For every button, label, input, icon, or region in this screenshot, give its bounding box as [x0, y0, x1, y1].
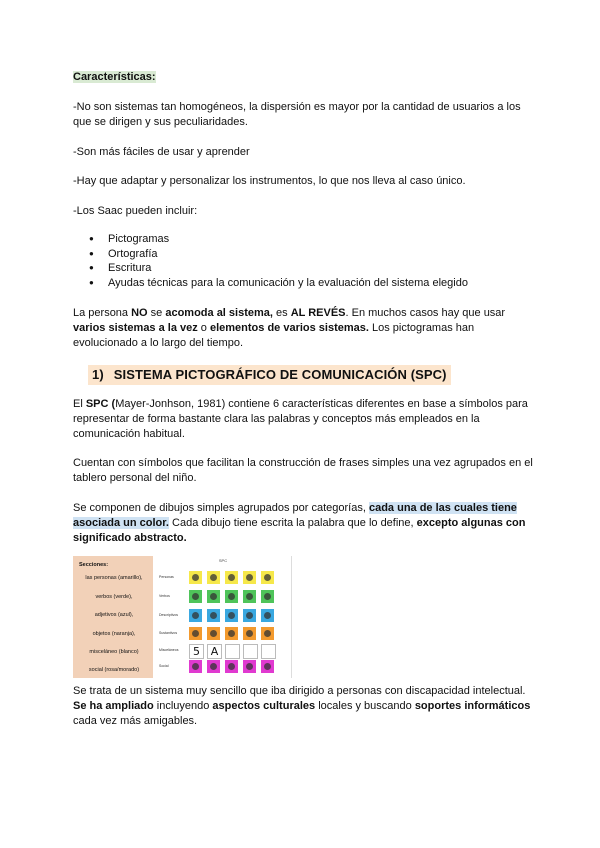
pictogram-symbol-icon	[246, 612, 253, 619]
pictogram-symbol-icon	[210, 612, 217, 619]
pictogram-symbol-icon	[246, 630, 253, 637]
pictogram-cell	[261, 627, 274, 640]
paragraph-adapt: -Hay que adaptar y personalizar los instrumentos, lo que nos lleva al caso único.	[73, 175, 466, 187]
paragraph-saac-include: -Los Saac pueden incluir:	[73, 205, 198, 217]
pictogram-cell	[189, 571, 202, 584]
pictogram-cell	[261, 590, 274, 603]
section-label-paragraph	[73, 70, 533, 85]
pictogram-symbol-icon	[264, 663, 271, 670]
pictogram-cell	[207, 571, 220, 584]
pictogram-symbol-icon	[246, 593, 253, 600]
pictogram-symbol-icon	[192, 663, 199, 670]
section-item: verbos (verde),	[95, 594, 133, 600]
grid-row-label: Verbos	[159, 594, 170, 598]
pictogram-symbol-icon	[264, 593, 271, 600]
pictogram-cell	[243, 609, 256, 622]
pictogram-symbol-icon	[210, 574, 217, 581]
paragraph-person-not-system: La persona NO se acomoda al sistema, es AL REVÉS. En muchos casos hay que usar varios sistemas a la vez o elementos de varios sistemas. Los pictogramas han evolucionado a lo largo del tiempo.	[73, 307, 506, 349]
section-label: Características:	[73, 71, 156, 83]
pictogram-symbol-icon	[192, 630, 199, 637]
pictogram-cell	[261, 571, 274, 584]
pictogram-cell	[207, 590, 220, 603]
pictogram-cell	[207, 660, 220, 673]
pictogram-symbol-icon	[246, 574, 253, 581]
section-item: las personas (amarillo),	[85, 575, 143, 581]
pictogram-cell	[225, 590, 238, 603]
section-item: objetos (naranja),	[92, 631, 136, 637]
pictogram-cell	[243, 571, 256, 584]
pictogram-symbol-icon	[264, 630, 271, 637]
heading-number: 1)	[92, 367, 104, 382]
list-item: ● Ortografía	[73, 247, 468, 262]
pictogram-cell	[243, 627, 256, 640]
paragraph-simple-system: Se trata de un sistema muy sencillo que iba dirigido a personas con discapacidad intelectual. Se ha ampliado incluyendo aspectos culturales locales y buscando soportes informáticos cada vez más amigables.	[73, 685, 531, 727]
grid-row-label: Sustantivos	[159, 631, 178, 635]
pictogram-cell	[243, 590, 256, 603]
paragraph-dispersion: -No son sistemas tan homogéneos, la dispersión es mayor por la cantidad de usuarios a los que se dirigen y sus peculiaridades.	[73, 101, 521, 128]
pictogram-cell	[243, 660, 256, 673]
pictogram-symbol-icon	[228, 630, 235, 637]
pictogram-symbol-icon	[246, 663, 253, 670]
pictogram-symbol-icon	[192, 574, 199, 581]
pictogram-cell	[225, 627, 238, 640]
pictogram-symbol-icon	[210, 630, 217, 637]
spc-grid-panel	[155, 556, 292, 678]
pictogram-symbol-icon	[228, 612, 235, 619]
pictogram-cell	[207, 627, 220, 640]
pictogram-cell	[261, 660, 274, 673]
paragraph-spc-intro: El SPC (Mayer-Jonhson, 1981) contiene 6 características diferentes en base a símbolos para representar de forma bastante clara las palabras y conceptos más empleados en la comunicación habitual.	[73, 398, 528, 440]
pictogram-symbol-icon	[210, 593, 217, 600]
pictogram-cell	[225, 660, 238, 673]
paragraph-easy-to-use: -Son más fáciles de usar y aprender	[73, 146, 250, 158]
pictogram-symbol-icon	[228, 663, 235, 670]
section-heading-spc	[88, 365, 451, 385]
grid-row-label: Social	[159, 664, 169, 668]
pictogram-cell	[225, 609, 238, 622]
grid-row-label: Descriptivos	[159, 613, 179, 617]
pictogram-symbol-icon	[192, 612, 199, 619]
pictogram-symbol-icon	[264, 612, 271, 619]
heading-title: SISTEMA PICTOGRÁFICO DE COMUNICACIÓN (SPC)	[113, 367, 447, 382]
pictogram-cell	[261, 644, 276, 659]
sections-title: Secciones:	[79, 562, 109, 568]
list-item: ● Ayudas técnicas para la comunicación y la evaluación del sistema elegido	[73, 276, 468, 291]
pictogram-cell	[243, 644, 258, 659]
pictogram-cell	[225, 571, 238, 584]
saac-bullet-list	[73, 232, 468, 290]
grid-row-label: Misceláneos	[159, 648, 179, 652]
pictogram-cell: 5	[189, 644, 204, 659]
pictogram-symbol-icon	[192, 593, 199, 600]
pictogram-symbol-icon	[228, 574, 235, 581]
pictogram-symbol-icon	[264, 574, 271, 581]
pictogram-cell	[189, 609, 202, 622]
pictogram-cell	[225, 644, 240, 659]
pictogram-cell	[189, 627, 202, 640]
paragraph-categories: Se componen de dibujos simples agrupados por categorías, cada una de las cuales tiene asociada un color. Cada dibujo tiene escrita la palabra que lo define, excepto algunas con significado abstracto.	[73, 502, 526, 544]
section-item: adjetivos (azul),	[94, 612, 134, 618]
pictogram-symbol-icon	[228, 593, 235, 600]
list-item: ● Escritura	[73, 261, 468, 276]
list-item: ● Pictogramas	[73, 232, 468, 247]
section-item: social (rosa/morado)	[88, 667, 140, 673]
sections-panel	[73, 556, 153, 678]
pictogram-cell	[261, 609, 274, 622]
section-item: misceláneo (blanco)	[89, 649, 139, 655]
pictogram-cell	[207, 609, 220, 622]
pictogram-cell	[189, 660, 202, 673]
paragraph-symbols: Cuentan con símbolos que facilitan la construcción de frases simples una vez agrupados en el tablero personal del niño.	[73, 457, 533, 484]
pictogram-symbol-icon	[210, 663, 217, 670]
grid-row-label: Personas	[159, 575, 174, 579]
pictogram-cell: A	[207, 644, 222, 659]
grid-title: SPC	[218, 558, 228, 563]
spc-figure	[73, 556, 291, 678]
pictogram-cell	[189, 590, 202, 603]
